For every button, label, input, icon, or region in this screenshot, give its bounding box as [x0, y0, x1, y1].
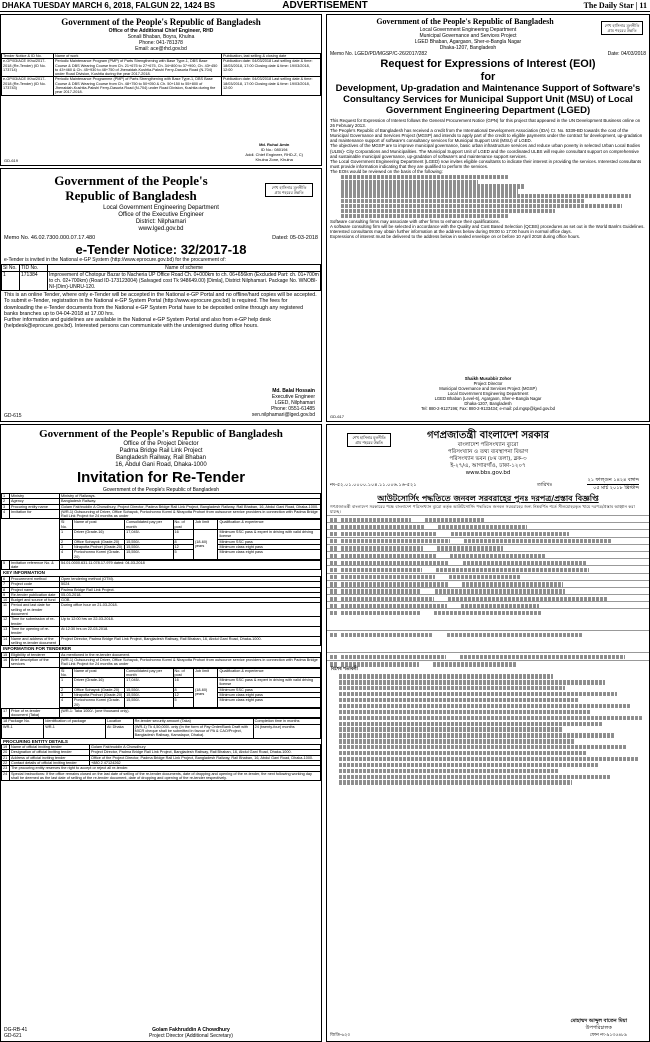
- table-row: 22 Contact details of official inviting tender +880 2 47124262: [2, 761, 321, 766]
- ad-lged-eoi: Government of the People's Republic of Bangladesh শেখ হাসিনার মূলনীতি গ্রাম শহরের উন্নতি Local Government Engineering Department Municipal Governance and Services Project LGED Bhaban, Agargaon, Sher-e-Bangla Nagar Dhaka-1207, Bangladesh Memo No. LGED/PD/MGSP/C-26/2017/282 Date: 04/03/2018 Request for Expressions of Interest (EOI) for Development, Up-gradation and Maintenance Support of Software's Consultancy Services for Municipal Support Unit (MSU) of Local Government Engineering Department (LGED) This Request for Expression of Interest follows the General Procurement Notice (GPN) for this project that appeared in the UN Development Business online on 26 February 2013. The People's Republic of Bangladesh has received a credit from the International Development Association (IDA) Cr. No. 5339-BD towards the cost of the Municipal Governance and Services Project (MGSP) and intends to apply part of the credit to eligible payments under the contract for development, up-gradation and maintenance support of software's consultancy services for Municipal Support Unit (MSU) of LGED. The objectives of the MGSP are to improve municipal governance, basic urban infrastructure services and reduce urban poverty in selected Urban Local Bodies (ULBs)- City Corporations and Municipalities. The Municipal Support Unit of LGED and the coordinated ULBS will require consultant support on comprehensive and sustainable municipal governance, up-gradation of software's and maintenance support services. The Local Government Engineering Department (LGED) now invites eligible consultants to indicate their interest in providing the services. Interested consultants must provide information indicating that they are qualified to perform the services. The EOIs would be reviewed on the basis of the following: Software consulting firms may associate with other firms to enhance their qualifications. A software consulting firm will be selected in accordance with the Quality and Cost Based Selection (QCBS) procedures as set out in the World Bank's Guidelines. Interested consultants may obtain further information at the address below during 09:00 to 17:00 hours in normal office days. Expressions of interest must be delivered to the address below in sealed envelope on or before 10 April 2018 during office hours. Shaikh Musabbir Zohor Project Director Municipal Governance and Services Project (MGSP) Local Government Engineering Department LGED Bhaban (Level-6), Agargaon, Sher-e-Bangla Nagar Dhaka-1207, Bangladesh Tel: 880-2-9127196; Fax: 880-2-9133434; e-mail: pd.mgsp@lged.gov.bd GD-617: [326, 14, 650, 422]
- ad4-posts-table-2: Sl No. Name of post Consolidated pay per month No. of post Job limit Qualification & experience 1 Driver (Grade-16) 17,045/- 16 (18-60) years Minimum SSC pass & expert in driving with valid driving license 2 Office Sohayok (Grade-20) 15,550/- 8 Minimum SSC pass 3 Nirapotta Prohori (Grade-20) 15,550/- 12 Minimum class eight pass 4 Poricchonno Kormi (Grade-20) 15,550/- 5 Minimum class eight pass: [59, 668, 321, 708]
- table-row: 6 Procurement method Open tendering method (OTM).: [2, 576, 321, 581]
- table-row: 11 Period and last date for selling of re-tender document During office hour on 21-03-2018.: [2, 603, 321, 617]
- ad1-address-2: Phone: 041-781378: [139, 40, 183, 46]
- table-row: [327, 608, 649, 630]
- ad5-heading: আউটসোর্সিং পদ্ধতিতে জনবল সরবরাহের পুনঃ দরপত্র/প্রস্তাব বিজ্ঞপ্তি: [377, 494, 599, 503]
- ad5-website: www.bbs.gov.bd: [465, 470, 511, 476]
- ad4-key-info-label: KEY INFORMATION: [3, 570, 45, 576]
- ad4-posts-table-1: Sl No. Name of post Consolidated pay per month No. of post Job limit Qualification & experience 1 Driver (Grade-16) 17,045/- 16 (18-60) years Minimum SSC pass & expert in driving with valid driving license 2 Office Sohayok (Grade-20) 15,550/- 8 Minimum SSC pass 3 Nirapotta Prohori (Grade-20) 15,550/- 12 Minimum class eight pass 4 Poricchonno Kormi (Grade-20) 15,550/- 5 Minimum class eight pass: [59, 519, 321, 559]
- ad5-notes-list: [327, 674, 649, 784]
- list-item: [339, 733, 614, 737]
- ad1-col-date: Publication, last selling & closing date: [222, 54, 321, 59]
- table-row: 1 Ministry Ministry of Railways.: [2, 494, 321, 499]
- ad4-main-table: [1, 493, 321, 519]
- list-item: [339, 769, 559, 773]
- table-row: 4 Poricchonno Kormi (Grade-20) 15,550/- 5 Minimum class eight pass: [60, 698, 321, 708]
- table-row: 21 Address of official inviting tender Office of the Project Director, Padma Bridge Rail Link Project, Bangladesh Railway, Rail Bhaban, 16, Abdul Gani Road, Dhaka-1000.: [2, 755, 321, 760]
- table-row: 20 Designation of official inviting tender Project Director, Padma Bridge Rail Link Project, Bangladesh Railway, Rail Bhaban, 16, Abdul Gani Road, Dhaka-1000.: [2, 750, 321, 755]
- table-row: e-GP/03/ACE /Khu/2017-2018 (Re-Tender) (ID No. 173714) Periodic Maintenance Program (PMP) of Parts Strengthening with Base Type-1, DBS Base Course & DBS Wearing Course from Ch. 21+675 to 27+675, Ch. 34+800 to 37+900, Ch. 43+450 to 43+460 & Ch. 45+930 to 48+750 of Jhenaidah-Kushtia-Pakshi Ferry-Dasuria Road (N-704) under Road Division, Kushtia during the year 2017-2018. Publication date: 04/03/2018 Last selling date & time: 18/03/2018, 17:00 Closing date & time: 19/03/2018, 12:00: [2, 59, 321, 77]
- table-row: 15 Eligibility of tenderer As mentioned in the re-tender document.: [2, 652, 321, 657]
- list-item: [339, 751, 587, 755]
- ad3-website: www.lged.gov.bd: [138, 226, 184, 232]
- table-row: [327, 587, 649, 594]
- table-row: [327, 573, 649, 580]
- ad1-col-work: Name of work: [54, 54, 222, 59]
- table-row: 4 Poricchonno Kormi (Grade-20) 15,550/- 5 Minimum class eight pass: [60, 550, 321, 560]
- table-row: 2 Agency Bangladesh Railway.: [2, 499, 321, 504]
- ad2-title: Government of the People's Republic of Bangladesh: [376, 17, 554, 26]
- table-row: 19 Name of official inviting tender Golam Fakhruddin A Chowdhury: [2, 745, 321, 750]
- ad3-signature: Md. Balal Hossain Executive Engineer LGED, Nilphamari Phone: 0551-61485 xen.nilphamari@lged.gov.bd: [251, 388, 315, 418]
- table-row: [327, 515, 649, 522]
- table-row: 23 The procuring entity reserves the right to accept or reject all re-tender.: [2, 766, 321, 771]
- table-row: [327, 551, 649, 558]
- ad2-item-7: A software consulting firm will be selected in accordance with the Quality and Cost Based Selection (QCBS) procedures as set out in the World Bank's Guidelines.: [330, 223, 645, 229]
- table-row: 2 Office Sohayok (Grade-20) 15,550/- 8 Minimum SSC pass: [60, 687, 321, 692]
- ad5-phone: ফোন নং-৯১৩৫৪৮৯: [589, 1033, 627, 1038]
- table-row: [327, 660, 649, 667]
- ad4-signature: Golam Fakhruddin A Chowdhury Project Director (Additional Secretary): [149, 1027, 233, 1039]
- ad4-key-table: [1, 576, 321, 646]
- ad4-info-label: INFORMATION FOR TENDERER: [3, 646, 72, 652]
- ad2-item-2: The People's Republic of Bangladesh has received a credit from the International Development Association (IDA) Cr. No. 5339-BD towards the cost of the Municipal Governance and Services Project (MGSP) and intends to apply part of the credit to eligible payments under the contract for development, up-gradation and maintenance support of software's consultancy services for Municipal Support Unit (MSU) of LGED.: [330, 128, 643, 144]
- table-row: [327, 630, 649, 652]
- ad2-heading-1: Request for Expressions of Interest (EOI): [380, 58, 596, 70]
- ad5-section-label: বিশেষ শর্তাবলী: [331, 666, 358, 672]
- table-row: 5 Invitation reference No. & date 54.01.0000.631.11.078.17-979 dated: 04-03-2018: [2, 560, 321, 570]
- ad2-item-1: This Request for Expression of Interest follows the General Procurement Notice (GPN) for this project that appeared in the UN Development Business online on 26 February 2013.: [330, 118, 641, 129]
- ad3-heading: e-Tender Notice: 32/2017-18: [75, 242, 247, 257]
- header-dateline: DHAKA TUESDAY MARCH 6, 2018, FALGUN 22, 1424 BS: [2, 1, 216, 10]
- table-row: 8 Project name Padma Bridge Rail Link Project.: [2, 587, 321, 592]
- table-row: 1 Driver (Grade-16) 17,045/- 16 (18-60) years Minimum SSC pass & expert in driving with valid driving license: [60, 678, 321, 688]
- ad2-memo: Memo No. LGED/PD/MGSP/C-26/2017/282: [330, 51, 427, 57]
- ad5-date-bn: ২১ ফাল্গুন ১৪২৪ বঙ্গাব্দ: [587, 477, 639, 483]
- ad1-subtitle: Office of the Additional Chief Engineer, RHD: [108, 28, 214, 34]
- ad2-code: GD-617: [330, 414, 345, 419]
- list-item: [339, 775, 611, 779]
- ad5-signature: মোহাম্মদ আব্দুল বাতেন মিয়া উপপরিচালক: [570, 1018, 627, 1031]
- ad4-info-table: [1, 652, 321, 668]
- list-item: [339, 692, 617, 696]
- ad5-title: গণপ্রজাতন্ত্রী বাংলাদেশ সরকার: [427, 430, 549, 441]
- ad4-title: Government of the People's Republic of Bangladesh: [39, 428, 283, 440]
- table-row: 17 Price of re-tender document (Taka) (WR-1: Taka 1000/- (one thousand only).: [2, 708, 321, 718]
- table-row: [327, 529, 649, 536]
- header-section-title: ADVERTISEMENT: [282, 0, 368, 11]
- table-row: 7 Project code 5024: [2, 582, 321, 587]
- ad4-code-1: DG-RB-41: [4, 1027, 28, 1033]
- ad4-footer: [1, 1027, 321, 1039]
- table-row: [327, 580, 649, 587]
- table-row: 1 171384 Improvement of Chotopur Bazar to Nacheria UP Office Road Ch. 0+000km to ch. 06+656km (Excluded Part: ch. 01+700m to ch. 02+700km) (Road ID-173123004) (Salvaged cost Tk 948649.00) [Dimla], District Nilphamari. Package No. WNOBI-NI-(Dim)-UNRU-120.: [3, 272, 319, 290]
- ad4-proc-label: PROCURING ENTITY DETAILS: [3, 738, 68, 744]
- list-item: [339, 704, 630, 708]
- list-item: [339, 710, 590, 714]
- ad3-memo: Memo No. 46.02.7300.000.07.17.480: [4, 235, 96, 241]
- table-row: 14 Name and address of the selling re-tender document Project Director, Padma Bridge Rail Link Project, Bangladesh Railway, Rail Bhaban, 16, Abdul Gani Road, Dhaka-1000.: [2, 636, 321, 646]
- ad1-email: Email: ace@rhd.gov.bd: [135, 46, 187, 52]
- ad2-item-6: Software consulting firms may associate with other firms to enhance their qualifications.: [330, 218, 500, 224]
- ad5-memo: নং-৫২.০১.০০০০.১০৪.১১.০০৬.১৬-৫২১: [330, 482, 417, 488]
- ad3-code: GD-615: [4, 413, 22, 419]
- table-row: [327, 652, 649, 659]
- ad1-code: GD-619: [4, 158, 19, 163]
- ad1-col-id: Tender Notice & ID No.: [2, 54, 54, 59]
- ad2-criteria-list: [327, 175, 649, 218]
- table-row: [327, 544, 649, 551]
- ad2-date: Date: 04/03/2018: [607, 51, 646, 57]
- table-row: [327, 565, 649, 572]
- table-row: 13 Time for opening of re-tender At 12:30 hrs on 22-03-2018.: [2, 626, 321, 636]
- list-item: [339, 739, 575, 743]
- ad2-item-8: Interested consultants may obtain further information at the address below during 09:00 to 17:00 hours in normal office days.: [330, 228, 572, 234]
- table-row: [327, 537, 649, 544]
- list-item: [339, 727, 562, 731]
- ad4-heading: Invitation for Re-Tender: [76, 469, 246, 486]
- list-item: [339, 686, 565, 690]
- ad1-address-1: Sonali Bhaban, Boyra, Khulna: [127, 34, 195, 40]
- ad4-package-table: 18 Package No. Identification of package Location Re-tender security amount (Taka) Completion time in months WR-1 WR-1 At: Dhaka (WR-1) Tk 4,50,000/- only (In the form of Pay Order/Bank Draft with MICR cheque shall be submitted in favour of PA & CAO/Project, Bangladesh Railway, Kamalapur, Dhaka). 24 (twenty-four) months: [1, 718, 321, 738]
- list-item: [339, 763, 599, 767]
- table-row: 1 Driver (Grade-16) 17,045/- 16 (18-60) years Minimum SSC pass & expert in driving with valid driving license: [60, 530, 321, 540]
- ad3-title-1: Government of the People's: [54, 173, 208, 188]
- newspaper-header: [0, 0, 650, 12]
- list-item: [339, 757, 639, 761]
- table-row: 10 Budget and source of fund GOB.: [2, 598, 321, 603]
- table-row: [327, 558, 649, 565]
- ad3-date: Dated: 05-03-2018: [272, 235, 318, 241]
- ad2-item-5: The EOIs would be reviewed on the basis of the following:: [330, 168, 443, 174]
- table-row: 4 Invitation for (WR-1) Outsourcing of Driver, Office Sohayok, Poricchonno Kormi & Nirapotta Prohori from outsource service providers in connection with Padma Bridge Rail Link Project for 24 months as under: [2, 509, 321, 519]
- ad5-stamp: শেখ হাসিনার মূলনীতি গ্রাম শহরের উন্নতি: [347, 433, 391, 447]
- ad-rhd-khulna: [0, 14, 322, 166]
- table-row: 24 Special Instructions: If the office remains closed on the last date of selling of the re-tender documents, date of dropping and opening of the re-tender, the next following working day shall be deemed as the last date of selling of the re-tender document, date of dropping and opening of the re-tender respectively.: [2, 771, 321, 781]
- ad2-item-3: The objectives of the MGSP are to improve municipal governance, basic urban infrastructure services and reduce urban poverty in selected Urban Local Bodies (ULBs)- City Corporations and Municipalities. The Municipal Support Unit of LGED and the coordinated ULBS will require consultant support on comprehensive and sustainable municipal governance, up-gradation of software's and maintenance support services.: [330, 143, 641, 159]
- table-row: 3 Nirapotta Prohori (Grade-20) 15,550/- 12 Minimum class eight pass: [60, 544, 321, 549]
- list-item: [339, 680, 605, 684]
- table-row: [327, 522, 649, 529]
- ad4-code-2: GD-621: [4, 1033, 22, 1039]
- header-masthead: The Daily Star | 11: [583, 1, 647, 10]
- list-item: [339, 722, 602, 726]
- ad3-title-2: Republic of Bangladesh: [65, 188, 197, 203]
- ad-lged-nilphamari: Government of the People's Republic of Bangladesh শেখ হাসিনার মূলনীতি গ্রাম শহরের উন্নতি Local Government Engineering Department Office of the Executive Engineer District: Nilphamari www.lged.gov.bd Memo No. 46.02.7300.000.07.17.480 Dated: 05-03-2018 e-Tender Notice: 32/2017-18 e-Tender is invited in the National e-GP System (http://www.eprocure.gov.bd) for the procurement of: Sl No. TID No. Name of scheme 1 171384 Improvement of Chotopur Bazar to Nacheria UP Office Road Ch. 0+000km to ch. 06+656km (Excluded Part: ch. 01+700m to ch. 02+700km) (Road ID-173123004) (Salvaged cost Tk 948649.00) [Dimla], District Nilphamari. Package No. WNOBI-NI-(Dim)-UNRU-120. This is an online Tender, where only e-Tender will be accepted in the National e-GP Portal and no offline/hard copies will be accepted. To submit e-Tender, registration in the National e-GP System Portal (http://www.eprocure.gov.bd) is required. The fees for downloading the e-Tender documents from the National e-GP System Portal have to be deposited online through any registered banks branches up to 04-04-2018 at 17.00 hrs. Further information and guidelines are available in the National e-GP System Portal and also from e-GP help desk (helpdesk@eprocure.gov.bd). Interested persons can communicate with the undersigned during office hours. Md. Balal Hossain Executive Engineer LGED, Nilphamari Phone: 0551-61485 xen.nilphamari@lged.gov.bd GD-615: [0, 168, 322, 422]
- list-item: [339, 716, 642, 720]
- ad4-proc-table: [1, 744, 321, 781]
- table-row: e-GP/03/ACE /Khu/2017-2018 (Re-Tender) (ID No. 173743) Periodic Maintenance Programme (PMP) of Parts Strengthening with Base Type-1, DBS Base Course & DBS Wearing Course from Ch. 48+750 to 50+050 & Ch. 50+150 to 55+800 of Jhenaidah-Kushtia-Pakshi Ferry-Dasuria Road (N-704) under Road Division, Kushtia during the year 2017-2018. Publication date: 04/03/2018 Last selling date & time: 18/03/2018, 17:00 Closing date & time: 19/03/2018, 12:00: [2, 77, 321, 95]
- ad5-info-table: [327, 515, 649, 667]
- ad1-tender-table: [1, 53, 321, 96]
- table-row: 16 Brief description of the services (WR-1) Outsourcing of Driver, Office Sohayok, Poricchonno Kormi & Nirapotta Prohori from outsource service providers in connection with Padma Bridge Rail Link Project for 24 months as under: [2, 657, 321, 667]
- ad3-scheme-table: Sl No. TID No. Name of scheme 1 171384 Improvement of Chotopur Bazar to Nacheria UP Office Road Ch. 0+000km to ch. 06+656km (Excluded Part: ch. 01+700m to ch. 02+700km) (Road ID-173123004) (Salvaged cost Tk 948649.00) [Dimla], District Nilphamari. Package No. WNOBI-NI-(Dim)-UNRU-120.: [3, 265, 319, 290]
- table-row: 3 Procuring entity name Golam Fakhruddin A Chowdhury, Project Director, Padma Bridge Rail Link Project, Bangladesh Railway, Rail Bhaban, 16, Abdul Gani Road, Dhaka-1000.: [2, 504, 321, 509]
- table-row: [327, 594, 649, 601]
- list-item: [339, 780, 572, 784]
- ad2-item-9: Expressions of interest must be delivered to the address below in sealed envelope on or before 10 April 2018 during office hours.: [330, 233, 581, 239]
- ad5-date-en: ০৫ মার্চ ২০১৮ খ্রিস্টাব্দ: [593, 485, 639, 491]
- ad5-code: জিডি-৬২০: [330, 1033, 351, 1038]
- table-row: WR-1 WR-1 At: Dhaka (WR-1) Tk 4,50,000/- only (In the form of Pay Order/Bank Draft with MICR cheque shall be submitted in favour of PA & CAO/Project, Bangladesh Railway, Kamalapur, Dhaka). 24 (twenty-four) months: [2, 724, 321, 738]
- list-item: [339, 698, 578, 702]
- ad2-item-4: The Local Government Engineering Department (LGED) now invites eligible consultants to indicate their interest in providing the services. Interested consultants must provide information indicating that they are qualified to perform the services.: [330, 158, 642, 169]
- table-row: 9 Re-tender publication date 05-03-2018.: [2, 592, 321, 597]
- ad1-title: Government of the People's Republic of Bangladesh: [61, 17, 261, 27]
- ad-padma-rail-retender: Government of the People's Republic of Bangladesh Office of the Project Director Padma Bridge Rail Link Project Bangladesh Railway, Rail Bhaban 16, Abdul Gani Road, Dhaka-1000 Invitation for Re-Tender Government of the People's Republic of Bangladesh 1 Ministry Ministry of Railways. 2 Agency Bangladesh Railway. 3 Procuring entity name Golam Fakhruddin A Chowdhury, Project Director, Padma Bridge Rail Link Project, Bangladesh Railway, Rail Bhaban, 16, Abdul Gani Road, Dhaka-1000. 4 Invitation for (WR-1) Outsourcing of Driver, Office Sohayok, Poricchonno Kormi & Nirapotta Prohori from outsource service providers in connection with Padma Bridge Rail Link Project for 24 months as under Sl No. Name of post Consolidated pay per month No. of post Job limit Qualification & experience 1 Driver (Grade-16) 17,045/- 16 (18-60) years Minimum SSC pass & expert in driving with valid driving license 2 Office Sohayok (Grade-20) 15,550/- 8 Minimum SSC pass 3 Nirapotta Prohori (Grade-20) 15,550/- 12 Minimum class eight pass 4 Poricchonno Kormi (Grade-20) 15,550/- 5 Minimum class eight pass 5 Invitation reference No. & date 54.01.0000.631.11.078.17-979 dated: 04-03-2018 KEY INFORMATION 6 Procurement method Open tendering method (OTM). 7 Project code 5024 8 Project name Padma Bridge Rail Link Project. 9 Re-tender publication date 05-03-2018. 10 Budget and source of fund GOB. 11 Period and last date for selling of re-tender document During office hour on 21-03-2018. 12 Time for submission of re-tender Up to 12:00 hrs on 22-03-2018. 13 Time for opening of re-tender At 12:30 hrs on 22-03-2018. 14 Name and address of the selling re-tender document Project Director, Padma Bridge Rail Link Project, Bangladesh Railway, Rail Bhaban, 16, Abdul Gani Road, Dhaka-1000. INFORMATION FOR TENDERER 15 Eligibility of tenderer As mentioned in the re-tender document. 16 Brief description of the services (WR-1) Outsourcing of Driver, Office Sohayok, Poricchonno Kormi & Nirapotta Prohori from outsource service providers in connection with Padma Bridge Rail Link Project for 24 months as under Sl No. Name of post Consolidated pay per month No. of post Job limit Qualification & experience 1 Driver (Grade-16) 17,045/- 16 (18-60) years Minimum SSC pass & expert in driving with valid driving license 2 Office Sohayok (Grade-20) 15,550/- 8 Minimum SSC pass 3 Nirapotta Prohori (Grade-20) 15,550/- 12 Minimum class eight pass 4 Poricchonno Kormi (Grade-20) 15,550/- 5 Minimum class eight pass 17 Price of re-tender document (Taka) (WR-1: Taka 1000/- (one thousand only). 18 Package No. Identification of package Location Re-tender security amount (Taka) Completion time in months WR-1 WR-1 At: Dhaka (WR-1) Tk 4,50,000/- only (In the form of Pay Order/Bank Draft with MICR cheque shall be submitted in favour of PA & CAO/Project, Bangladesh Railway, Kamalapur, Dhaka). 24 (twenty-four) months PROCURING ENTITY DETAILS 19 Name of official inviting tender Golam Fakhruddin A Chowdhury 20 Designation of official inviting tender Project Director, Padma Bridge Rail Link Project, Bangladesh Railway, Rail Bhaban, 16, Abdul Gani Road, Dhaka-1000. 21 Address of official inviting tender Office of the Project Director, Padma Bridge Rail Link Project, Bangladesh Railway, Rail Bhaban, 16, Abdul Gani Road, Dhaka-1000. 22 Contact details of official inviting tender +880 2 47124262 23 The procuring entity reserves the right to accept or reject all re-tender. 24 Special Instructions: If the office remains closed on the last date of selling of the re-tender documents, date of dropping and opening of the re-tender, the next following working day shall be deemed as the last date of selling of the re-tender document, date of dropping and opening of the re-tender respectively. DG-RB-41 GD-621 Golam Fakhruddin A Chowdhury Project Director (Additional Secretary): [0, 424, 322, 1042]
- table-row: 12 Time for submission of re-tender Up to 12:00 hrs on 22-03-2018.: [2, 617, 321, 627]
- ad1-signature: Md. Ruhul Amin ID No.: 080194 Addl. Chief Engineer, RHD-Z, C) Khulna Zone, Khulna: [245, 142, 303, 162]
- list-item: [339, 674, 553, 678]
- ad2-signature: Shaikh Musabbir Zohor Project Director Municipal Governance and Services Project (MGSP) Local Government Engineering Department LGED Bhaban (Level-6), Agargaon, Sher-e-Bangla Nagar Dhaka-1207, Bangladesh Tel: 880-2-9127196; Fax: 880-2-9133434; e-mail: pd.mgsp@lged.gov.bd: [421, 376, 555, 411]
- table-row: 2 Office Sohayok (Grade-20) 15,550/- 8 Minimum SSC pass: [60, 539, 321, 544]
- list-item: [339, 745, 627, 749]
- table-row: 3 Nirapotta Prohori (Grade-20) 15,550/- 12 Minimum class eight pass: [60, 692, 321, 697]
- table-row: [327, 601, 649, 608]
- ad3-stamp: শেখ হাসিনার মূলনীতি গ্রাম শহরের উন্নতি: [265, 183, 313, 197]
- ad2-stamp: শেখ হাসিনার মূলনীতি গ্রাম শহরের উন্নতি: [601, 21, 643, 35]
- ad-bbs-outsourcing: শেখ হাসিনার মূলনীতি গ্রাম শহরের উন্নতি গণপ্রজাতন্ত্রী বাংলাদেশ সরকার বাংলাদেশ পরিসংখ্যান ব্যুরো পরিসংখ্যান ও তথ্য ব্যবস্থাপনা বিভাগ পরিসংখ্যান ভবন (৮ম তলা), ব্লক-৩ ই-২৭/এ, আগারগাঁও, ঢাকা-১২০৭ www.bbs.gov.bd নং-৫২.০১.০০০০.১০৪.১১.০০৬.১৬-৫২১ তারিখঃ ২১ ফাল্গুন ১৪২৪ বঙ্গাব্দ ০৫ মার্চ ২০১৮ খ্রিস্টাব্দ আউটসোর্সিং পদ্ধতিতে জনবল সরবরাহের পুনঃ দরপত্র/প্রস্তাব বিজ্ঞপ্তি গণপ্রজাতন্ত্রী বাংলাদেশ সরকারের পক্ষে বাংলাদেশ পরিসংখ্যান ব্যুরো কর্তৃক আউটসোর্সিং পদ্ধতিতে জনবল সরবরাহের জন্য নিম্নবর্ণিত শর্তে সীলমোহরকৃত খামে দরপত্র/প্রস্তাব আহ্বান করা যাচ্ছে। বিশেষ শর্তাবলী মোহাম্মদ আব্দুল বাতেন মিয়া উপপরিচালক জিডি-৬২০ ফোন নং-৯১৩৫৪৮৯: [326, 424, 650, 1042]
